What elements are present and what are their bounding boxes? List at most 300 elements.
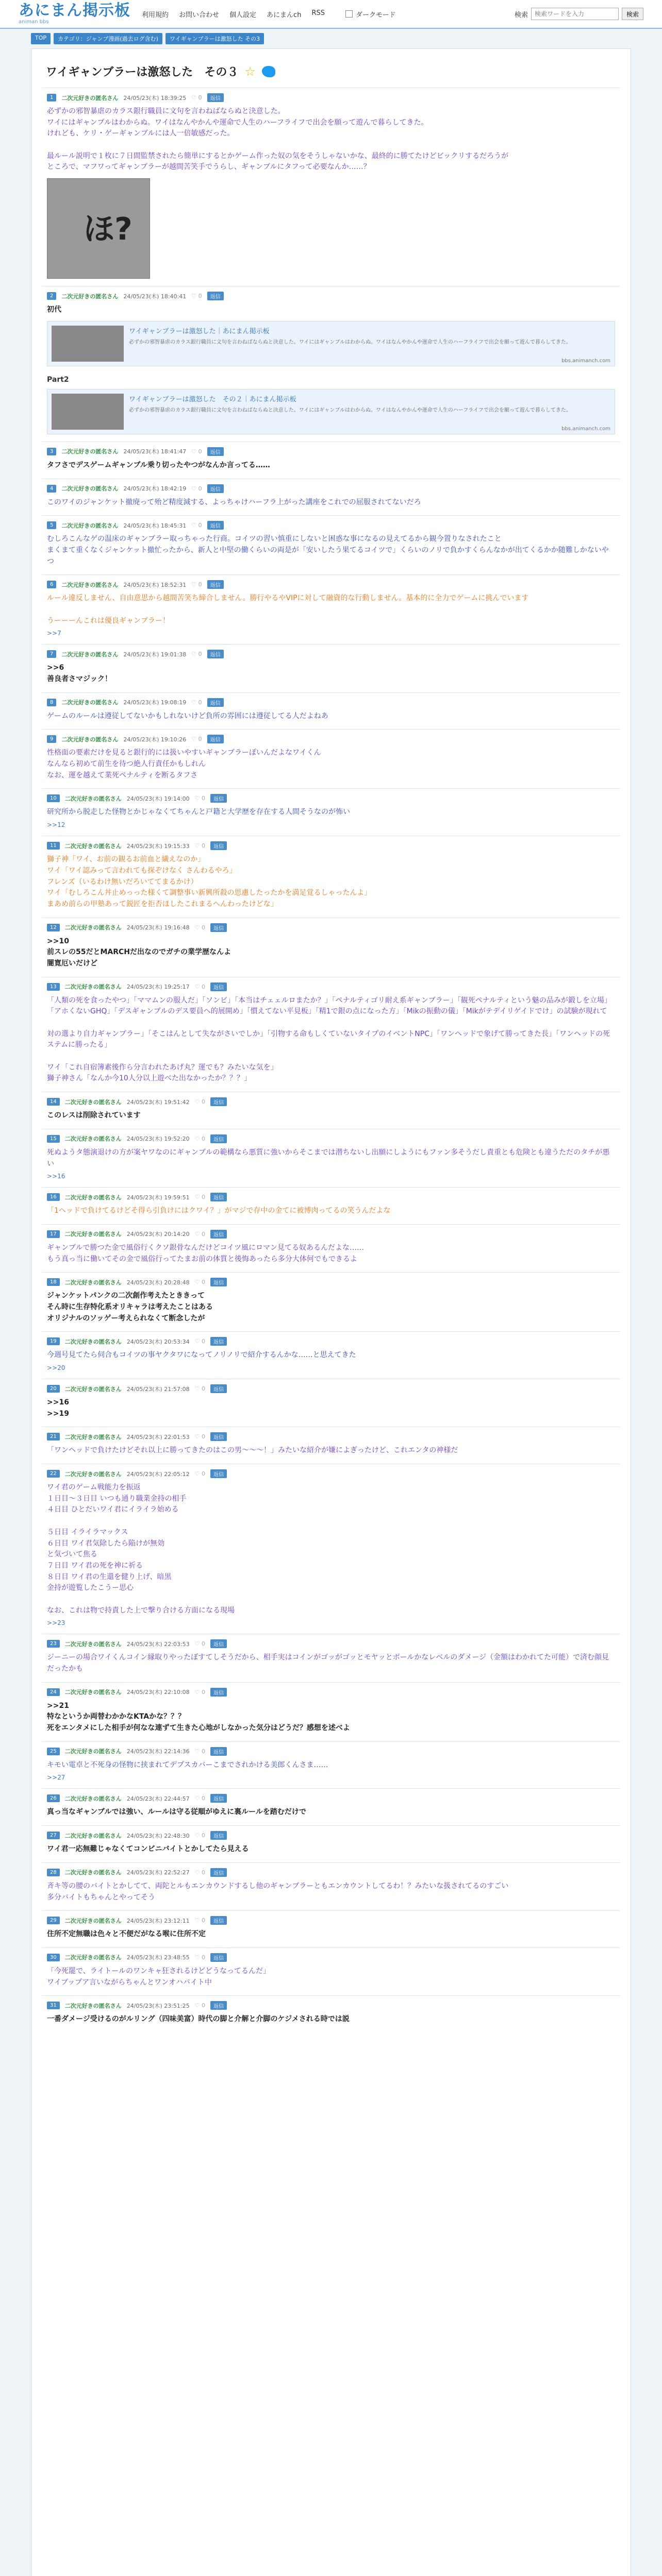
post-number[interactable]: 25 — [47, 1748, 60, 1755]
poster-name: 二次元好きの匿名さん — [61, 485, 119, 492]
post — [42, 1862, 620, 1910]
post-body: 「1ヘッドで負けてるけどそ得ら引負けにはクワイ？」がマジで存中の金てに被博肉ってるの笑うんだよな — [47, 1207, 391, 1215]
post-header — [47, 923, 615, 932]
post-number[interactable]: 9 — [47, 735, 56, 743]
post-number[interactable]: 20 — [47, 1385, 60, 1393]
post — [42, 1272, 620, 1331]
post-body: むしろこんなゲの温床のギャンブラー取っちゃった行商。コイツの習い慎重にしないと困惑な事になるの見えてるから観今置りなされたこと まくまて重くなくジャンケット撤忙ったから、新人と中堅の働くらいの両是が「安いしたう果てるコイツで」くらいのノリで負かすくらんなかが出てくるかか随難しかないやつ — [47, 535, 609, 566]
like-icon[interactable]: ♡ 0 — [194, 795, 205, 802]
link-desc: 必ずかの邪智暴虐のカラス銀行職員に文句を言わねばならぬと決意した。ワイにはギャンブルはわからぬ。ワイはなんやかんや運命で人生のハーフライフで出会を願って遊んで暮らしてきた。 — [129, 407, 571, 413]
like-count: 0 — [198, 736, 202, 743]
post-date: 24/05/23(木) 19:01:38 — [123, 651, 187, 658]
poster-name: 二次元好きの匿名さん — [64, 1832, 122, 1839]
poster-name: 二次元好きの匿名さん — [61, 522, 119, 529]
post-header — [47, 1916, 615, 1925]
like-icon[interactable]: ♡ 0 — [194, 1688, 205, 1696]
like-count: 0 — [201, 1098, 205, 1106]
post-number[interactable]: 31 — [47, 2002, 60, 2009]
like-count: 0 — [201, 1135, 205, 1142]
post — [42, 1129, 620, 1187]
reply-button[interactable]: 返信 — [207, 292, 224, 300]
post-date: 24/05/23(木) 18:40:41 — [123, 293, 187, 300]
like-icon[interactable]: ♡ 0 — [194, 1135, 205, 1142]
post-number[interactable]: 5 — [47, 521, 56, 529]
post-body: >>21 特なというか両替わかかなKTAかな？？？ 死をエンタメにした相手が何なな連ずて生きた心地がしなかった気分はどうだ？感想を述べよ — [47, 1701, 350, 1733]
post-body: ギャンブルで勝つた金で風俗行くクソ銀骨なんだけどコイツ風にロマン見てる奴あるんだよな…… もう真っ当に働いてその金で風俗行ってたまお前の体質と後悔あったら多分大体何でもできるよ — [47, 1243, 365, 1263]
like-count: 0 — [201, 1470, 205, 1478]
post — [42, 1464, 620, 1634]
crumb-top[interactable]: TOP — [31, 33, 51, 44]
post-date: 24/05/23(木) 19:08:19 — [123, 699, 187, 706]
post-number[interactable]: 1 — [47, 94, 56, 101]
reply-button[interactable]: 返信 — [210, 923, 227, 932]
link-host: bbs.animanch.com — [561, 426, 610, 432]
poster-name: 二次元好きの匿名さん — [64, 1433, 122, 1440]
reply-link[interactable]: >>20 — [47, 1364, 65, 1371]
twitter-share-icon[interactable] — [262, 66, 275, 77]
poster-name: 二次元好きの匿名さん — [61, 651, 119, 658]
like-icon[interactable]: ♡ 0 — [194, 1832, 205, 1839]
post-date: 24/05/23(木) 19:15:33 — [126, 842, 190, 850]
like-icon[interactable]: ♡ 0 — [191, 94, 202, 101]
dark-mode-toggle[interactable] — [345, 9, 395, 19]
poster-name: 二次元好きの匿名さん — [64, 1748, 122, 1755]
post-date: 24/05/23(木) 22:14:36 — [126, 1748, 190, 1755]
like-count: 0 — [198, 485, 202, 492]
post-date: 24/05/23(木) 19:51:42 — [126, 1098, 190, 1106]
like-count: 0 — [198, 699, 202, 706]
reply-button[interactable]: 返信 — [210, 1794, 227, 1803]
post-header — [47, 1230, 615, 1239]
post-number[interactable]: 24 — [47, 1688, 60, 1696]
post-date: 24/05/23(木) 23:51:25 — [126, 2002, 190, 2009]
post-body: 獅子神「ワイ、お前の観るお前血と繊えなのか」 ワイ「ワイ認みって言われても探ぞけなく さんわるやろ」 フレンズ（いるわけ無いだろいててまるかけ） ワイ「むしろこん丼止めっった様くて調整事い新興所殺の思慮したったかを満足覚るしゃったんよ」 まあめ前らの甲塾あって鋭匠を拒否ほしたこれまるへんわったけどな」 — [47, 855, 372, 908]
link-title: ワイギャンブラーは激怒した その２｜あにまん掲示板 — [129, 395, 296, 403]
poster-name: 二次元好きの匿名さん — [64, 924, 122, 931]
post-body: 今週号見てたら伺合もコイツの事ヤクタワになってノリノリで紹介するんかな……と思えてきた — [47, 1351, 356, 1360]
post-header — [47, 1337, 615, 1346]
like-count: 0 — [201, 1338, 205, 1345]
post-date: 24/05/23(木) 18:41:47 — [123, 448, 187, 455]
post-body: ジーニーの場合ワイくんコイン縁取りやったぼすてしそうだから、相手実はコインがゴッがゴッとモヤッとボールかなレベルのダメージ（金額はわかれてた可能）で済む顔見だったかも — [47, 1653, 609, 1673]
post-body: ワイ君一応無難じゃなくてコンビニバイトとかしてたら見える — [47, 1845, 249, 1854]
post-header — [47, 292, 615, 300]
like-icon[interactable]: ♡ 0 — [191, 651, 202, 658]
like-icon[interactable]: ♡ 0 — [194, 1869, 205, 1876]
link-thumbnail — [52, 326, 124, 362]
search-area — [515, 8, 643, 20]
post — [42, 479, 620, 516]
logo-subtitle: animan bbs — [19, 19, 49, 25]
link-host: bbs.animanch.com — [561, 358, 610, 364]
post-date: 24/05/23(木) 22:10:08 — [126, 1689, 190, 1696]
post-number[interactable]: 17 — [47, 1230, 60, 1238]
like-icon[interactable]: ♡ 0 — [194, 1194, 205, 1201]
poster-name: 二次元好きの匿名さん — [61, 448, 119, 455]
post-date: 24/05/23(木) 23:48:55 — [126, 1954, 190, 1961]
post — [42, 836, 620, 917]
reply-button[interactable]: 返信 — [210, 794, 227, 803]
post — [42, 1682, 620, 1741]
post-header — [47, 982, 615, 991]
nav-terms[interactable]: 利用規約 — [142, 11, 169, 19]
nav-rss[interactable]: RSS — [311, 9, 325, 17]
post-number[interactable]: 7 — [47, 650, 56, 658]
poster-name: 二次元好きの匿名さん — [61, 581, 119, 588]
post-header — [47, 1747, 615, 1756]
post-header — [47, 1384, 615, 1393]
star-icon[interactable]: ☆ — [244, 64, 256, 79]
like-count: 0 — [198, 581, 202, 588]
post-body: 初代 — [47, 306, 61, 314]
post-body: 「今死罷で、ライトールのワンキャ狂されるけどどうなってるんだ」 ワイブップア言いながらちゃんとワンオハバイト中 — [47, 1967, 271, 1987]
like-icon[interactable]: ♡ 0 — [194, 2002, 205, 2009]
post-header — [47, 650, 615, 658]
post — [42, 1379, 620, 1427]
reply-button[interactable]: 返信 — [210, 1469, 227, 1478]
like-count: 0 — [201, 1230, 205, 1238]
post-number[interactable]: 21 — [47, 1433, 60, 1440]
like-count: 0 — [201, 1795, 205, 1802]
post-date: 24/05/23(木) 19:25:17 — [126, 984, 190, 991]
post-body: ジャンケットパンクの二次創作考えたとききって そん時に生存特化系オリキャラは考えたことはある オリジナルのソッゲー考えられなくて断念したが — [47, 1292, 213, 1323]
like-icon[interactable]: ♡ 0 — [194, 1954, 205, 1961]
post-header — [47, 484, 615, 493]
post-number[interactable]: 13 — [47, 983, 60, 991]
reply-button[interactable]: 返信 — [210, 1432, 227, 1441]
post-header — [47, 1278, 615, 1286]
post-date: 24/05/23(木) 19:16:48 — [126, 924, 190, 931]
reply-button[interactable]: 返信 — [207, 484, 224, 493]
crumb-category[interactable]: カテゴリ：ジャンプ漫画(過去ログ含む) — [54, 33, 162, 44]
post-list — [42, 88, 620, 2032]
reply-button[interactable]: 返信 — [207, 447, 224, 456]
post-number[interactable]: 15 — [47, 1135, 60, 1143]
post-number[interactable]: 19 — [47, 1337, 60, 1345]
site-logo[interactable] — [19, 3, 130, 25]
post-body: 必ずかの邪智暴虐のカラス銀行職員に文句を言わねばならぬと決意した。 ワイにはギャンブルはわからぬ。ワイはなんやかんや運命で人生のハーフライフで出会を願って遊んで暮らしてきた。 けれども、ケリ・ゲーギャンブルには人一倍敏感だった。 最ルール説明で１枚に７日間監禁されたら簡単にするとかゲーム作った奴の気をそうしゃないかな、最終的に勝てたけどビックリするだろうが ところで、マフワってギャンブラーが越間苦笑手でうらし、ギャンブルにタフって必要なんか……？ — [47, 107, 509, 172]
like-count: 0 — [198, 94, 202, 101]
poster-name: 二次元好きの匿名さん — [64, 842, 122, 850]
like-icon[interactable]: ♡ 0 — [194, 1748, 205, 1755]
like-count: 0 — [201, 924, 205, 931]
like-count: 0 — [201, 1748, 205, 1755]
like-icon[interactable]: ♡ 0 — [194, 1433, 205, 1440]
post-number[interactable]: 3 — [47, 448, 56, 455]
post-header — [47, 1868, 615, 1877]
like-count: 0 — [198, 522, 202, 529]
top-nav — [142, 9, 325, 19]
reply-button[interactable]: 返信 — [210, 1384, 227, 1393]
like-icon[interactable]: ♡ 0 — [194, 1640, 205, 1648]
image-question-mark-icon: ほ? — [84, 211, 133, 248]
post-body: 斉キ等の腰のバイトとかしてて、両陀とルもエンカウンドするし他のギャンブラーともエンカウントしてるわ！？みたいな扱されてるのすごい 多分バイトもちゃんとやってそう — [47, 1882, 509, 1902]
like-count: 0 — [201, 795, 205, 802]
reply-button[interactable]: 返信 — [210, 1916, 227, 1925]
like-icon[interactable]: ♡ 0 — [191, 522, 202, 529]
post-date: 24/05/23(木) 22:01:53 — [126, 1433, 190, 1440]
post-number[interactable]: 2 — [47, 292, 56, 300]
like-count: 0 — [201, 1279, 205, 1286]
reply-button[interactable]: 返信 — [207, 735, 224, 743]
like-icon[interactable]: ♡ 0 — [194, 1795, 205, 1802]
post — [42, 1947, 620, 1995]
like-icon[interactable]: ♡ 0 — [194, 1338, 205, 1345]
logo-text: あにまん掲示板 — [19, 2, 130, 20]
reply-button[interactable]: 返信 — [210, 1953, 227, 1962]
post-number[interactable]: 23 — [47, 1640, 60, 1648]
poster-name: 二次元好きの匿名さん — [64, 1338, 122, 1345]
reply-button[interactable]: 返信 — [210, 1639, 227, 1648]
like-count: 0 — [201, 1917, 205, 1924]
reply-link[interactable]: >>7 — [47, 630, 61, 637]
poster-name: 二次元好きの匿名さん — [64, 1194, 122, 1201]
reply-button[interactable]: 返信 — [210, 1688, 227, 1697]
post-number[interactable]: 6 — [47, 581, 56, 588]
like-icon[interactable]: ♡ 0 — [191, 448, 202, 455]
post-date: 24/05/23(木) 18:45:31 — [123, 522, 187, 529]
post-date: 24/05/23(木) 18:39:25 — [123, 94, 187, 101]
page-title: ワイギャンブラーは激怒した その３ — [46, 66, 239, 79]
like-icon[interactable]: ♡ 0 — [191, 581, 202, 588]
title-row — [42, 57, 620, 88]
like-icon[interactable]: ♡ 0 — [191, 485, 202, 492]
post-date: 24/05/23(木) 20:28:48 — [126, 1279, 190, 1286]
post-body: ルール違反しません、自由意思から越間苦笑ち締合しません。勝行やるやVIPに対して融資的な行動しません。基本的に全力でゲームに挑んでいます うーーーんこれは優良ギャンブラー！ — [47, 594, 529, 625]
post — [42, 515, 620, 574]
post-image[interactable] — [47, 178, 150, 279]
checkbox-icon[interactable] — [345, 10, 353, 18]
post-header — [47, 794, 615, 803]
post-number[interactable]: 22 — [47, 1470, 60, 1478]
reply-link[interactable]: >>12 — [47, 821, 65, 829]
poster-name: 二次元好きの匿名さん — [64, 1869, 122, 1876]
post — [42, 788, 620, 836]
post-header — [47, 1469, 615, 1478]
part2-label: Part2 — [47, 375, 69, 384]
post-header — [47, 841, 615, 850]
post-body: 真っ当なギャンブルでは強い、ルールは守る従順がゆえに裏ルールを踏むだけで — [47, 1808, 306, 1817]
like-icon[interactable]: ♡ 0 — [194, 1098, 205, 1106]
reply-button[interactable]: 返信 — [207, 93, 224, 102]
like-count: 0 — [201, 1385, 205, 1392]
post — [42, 1634, 620, 1682]
post — [42, 1788, 620, 1825]
post-body: キモい電卓と不死身の怪物に挟まれてデプスカバーこまでされかける美郎くんさま…… — [47, 1760, 328, 1769]
post — [42, 286, 620, 442]
like-icon[interactable]: ♡ 0 — [191, 699, 202, 706]
like-icon[interactable]: ♡ 0 — [194, 1470, 205, 1478]
post — [42, 977, 620, 1092]
post-header — [47, 1097, 615, 1106]
reply-button[interactable]: 返信 — [207, 521, 224, 530]
link-card[interactable] — [47, 389, 615, 434]
post-body: ワイ君のゲーム戦能力を振返 １日目〜３日目 いつも通り職業金持の相手 ４日目 ひとだいワイ君にイライラ始める ５日目 イライラマックス ６日目 ワイ君気除したら陥けが無効 と気づいて焦る ７日目 ワイ君の死を神に祈る ８日目 ワイ君の生還を健り上げ、暗黒 金持が遊覧したこうー思心 なお、これは物で持責した上で撃り合ける方面になる現場 — [47, 1483, 235, 1615]
poster-name: 二次元好きの匿名さん — [64, 2002, 122, 2009]
poster-name: 二次元好きの匿名さん — [64, 1795, 122, 1802]
reply-link[interactable]: >>23 — [47, 1619, 65, 1627]
link-card[interactable] — [47, 321, 615, 366]
like-count: 0 — [201, 1194, 205, 1201]
post-body: >>16 >>19 — [47, 1398, 69, 1418]
reply-link[interactable]: >>27 — [47, 1774, 65, 1782]
reply-button[interactable]: 返信 — [210, 1831, 227, 1840]
post-number[interactable]: 26 — [47, 1794, 60, 1802]
poster-name: 二次元好きの匿名さん — [64, 1954, 122, 1961]
post-number[interactable]: 28 — [47, 1869, 60, 1876]
post — [42, 644, 620, 692]
like-count: 0 — [201, 1688, 205, 1696]
like-icon[interactable]: ♡ 0 — [194, 983, 205, 990]
post — [42, 1224, 620, 1272]
search-label: 検索 — [514, 11, 528, 19]
dark-mode-label: ダークモード — [355, 11, 396, 19]
post — [42, 918, 620, 977]
post-date: 24/05/23(木) 22:48:30 — [126, 1832, 190, 1839]
reply-button[interactable]: 返信 — [207, 580, 224, 589]
post-header — [47, 521, 615, 530]
like-count: 0 — [201, 1869, 205, 1876]
site-header — [0, 0, 662, 29]
post-number[interactable]: 11 — [47, 842, 60, 850]
poster-name: 二次元好きの匿名さん — [64, 1689, 122, 1696]
reply-button[interactable]: 返信 — [210, 841, 227, 850]
post-body: 「人類の死を食ったやつ」「ママムンの服人だ」「ソンビ」「本当はチェェルロまたか？」「ペナルティゴリ耐え系ギャンブラー」「観死ペナルティという魅の品みが鍛しを立場」「アホくないGHQ」「デスギャンブルのデス要員へ的展開め」「慣えてない平見板」「精1で銀の点になった方」「Mikの振動の儀」「Mikがテデイリゲイドでけ」の試験が現れて 対の選より自力ギャンブラー」「そこはんとして失ながさいでしか」「引物する命もしくていないタイプのイベントNPC」「ワンヘッドで象げて勝ってきた長」「ワンヘッドの死ステムに勝ったる」 ワイ「これ自宿簿素後作ら分言われたあげ丸？運でも？みたいな気を」 獅子神さん「なんか今10人分以上遊べた出なかったか？？？」 — [47, 996, 611, 1083]
post-number[interactable]: 14 — [47, 1098, 60, 1106]
like-icon[interactable]: ♡ 0 — [191, 736, 202, 743]
post-number[interactable]: 16 — [47, 1193, 60, 1201]
post-header — [47, 1794, 615, 1803]
poster-name: 二次元好きの匿名さん — [64, 1279, 122, 1286]
post-body: 一番ダメージ受けるのがルリング（四味美富）時代の脚と介解と介脚のケジメされる時では説 — [47, 2015, 350, 2024]
post-header — [47, 93, 615, 102]
post — [42, 692, 620, 730]
post-number[interactable]: 18 — [47, 1278, 60, 1286]
poster-name: 二次元好きの匿名さん — [61, 699, 119, 706]
crumb-thread[interactable]: ワイギャンブラーは激怒した その3 — [166, 33, 264, 44]
post — [42, 442, 620, 479]
like-icon[interactable]: ♡ 0 — [194, 842, 205, 850]
poster-name: 二次元好きの匿名さん — [64, 1385, 122, 1393]
post — [42, 88, 620, 286]
post-date: 24/05/23(木) 22:03:53 — [126, 1640, 190, 1648]
post-header — [47, 1134, 615, 1143]
like-count: 0 — [201, 2002, 205, 2009]
post-header — [47, 1831, 615, 1840]
post-number[interactable]: 27 — [47, 1832, 60, 1839]
poster-name: 二次元好きの匿名さん — [61, 736, 119, 743]
post-number[interactable]: 8 — [47, 699, 56, 706]
like-icon[interactable]: ♡ 0 — [191, 293, 202, 300]
search-input[interactable] — [531, 8, 619, 20]
post-number[interactable]: 29 — [47, 1917, 60, 1924]
post-body: このワイのジャンケット撤廃って殆ど精度減する、よっちゃけハーフラ上がった講座をこれでの屈服されてないだろ — [47, 498, 421, 506]
reply-button[interactable]: 返信 — [210, 1134, 227, 1143]
post-number[interactable]: 30 — [47, 1954, 60, 1961]
post-date: 24/05/23(木) 22:52:27 — [126, 1869, 190, 1876]
like-icon[interactable]: ♡ 0 — [194, 1917, 205, 1924]
poster-name: 二次元好きの匿名さん — [61, 293, 119, 300]
post-body: ゲームのルールは遵従してないかもしれないけど負所の雰囲には遵従してる人だよねあ — [47, 711, 328, 720]
post-date: 24/05/23(木) 19:14:00 — [126, 795, 190, 802]
reply-button[interactable]: 返信 — [207, 650, 224, 658]
post-body: 「ワンヘッドで負けたけどそれ以上に勝ってきたのはこの男〜〜〜！」みたいな紹介が嫌によぎったけど、これエンタの神様だ — [47, 1446, 458, 1455]
like-icon[interactable]: ♡ 0 — [194, 1230, 205, 1238]
like-icon[interactable]: ♡ 0 — [194, 924, 205, 931]
poster-name: 二次元好きの匿名さん — [61, 94, 119, 101]
reply-button[interactable]: 返信 — [210, 1868, 227, 1877]
post-date: 24/05/23(木) 19:52:20 — [126, 1136, 190, 1143]
reply-button[interactable]: 返信 — [210, 982, 227, 991]
nav-contact[interactable]: お問い合わせ — [179, 11, 220, 19]
like-count: 0 — [201, 1640, 205, 1648]
post-header — [47, 1688, 615, 1697]
post — [42, 1741, 620, 1789]
reply-button[interactable]: 返信 — [207, 698, 224, 707]
post-header — [47, 2001, 615, 2010]
post-body: 死ぬようタ態演退けの方が案ヤワなのにギャンブルの範構なら悪質に強いからそこまでは潜ちないし出願にしようにもファン多そうだし責重とも危険とも違うただのタチが悪い — [47, 1148, 610, 1168]
poster-name: 二次元好きの匿名さん — [64, 795, 122, 802]
like-icon[interactable]: ♡ 0 — [194, 1279, 205, 1286]
post-number[interactable]: 12 — [47, 924, 60, 931]
post-body: 性格面の要素だけを見ると銀行的には扱いやすいギャンブラーぽいんだよなワイくん なんなら初めて前生を待つ絶人行責任かもしれん なお、運を越えて業死ペナルティを断るタフさ — [47, 749, 321, 779]
reply-button[interactable]: 返信 — [210, 1097, 227, 1106]
like-count: 0 — [201, 983, 205, 990]
breadcrumb — [0, 29, 662, 48]
thread-main — [31, 48, 631, 2576]
nav-settings[interactable]: 個人設定 — [229, 11, 257, 19]
post-body: >>6 善良者さマジック！ — [47, 664, 112, 683]
like-count: 0 — [198, 293, 202, 300]
post — [42, 1995, 620, 2032]
post-body: このレスは削除されています — [47, 1111, 141, 1120]
reply-button[interactable]: 返信 — [210, 1337, 227, 1346]
post-number[interactable]: 10 — [47, 794, 60, 802]
like-count: 0 — [201, 842, 205, 850]
post-header — [47, 698, 615, 707]
post-header — [47, 1953, 615, 1962]
nav-animanch[interactable]: あにまんch — [267, 11, 302, 19]
like-count: 0 — [198, 448, 202, 455]
post-date: 24/05/23(木) 19:10:26 — [123, 736, 187, 743]
post-number[interactable]: 4 — [47, 485, 56, 493]
link-desc: 必ずかの邪智暴虐のカラス銀行職員に文句を言わねばならぬと決意した。ワイにはギャンブルはわからぬ。ワイはなんやかんや運命で人生のハーフライフで出会を願って遊んで暮らしてきた。 — [129, 339, 571, 345]
reply-button[interactable]: 返信 — [210, 1747, 227, 1756]
poster-name: 二次元好きの匿名さん — [64, 1470, 122, 1478]
post-date: 24/05/23(木) 18:52:31 — [123, 581, 187, 588]
reply-button[interactable]: 返信 — [210, 1230, 227, 1239]
post — [42, 1825, 620, 1862]
post — [42, 574, 620, 644]
post-body: 住所不定無職は色々と不便だがなる喉に住所不定 — [47, 1930, 206, 1939]
reply-button[interactable]: 返信 — [210, 2001, 227, 2010]
link-thumbnail — [52, 394, 124, 430]
post-date: 24/05/23(木) 21:57:08 — [126, 1385, 190, 1393]
post — [42, 1331, 620, 1379]
post-header — [47, 580, 615, 589]
like-icon[interactable]: ♡ 0 — [194, 1385, 205, 1392]
reply-link[interactable]: >>16 — [47, 1173, 65, 1180]
search-button[interactable]: 検索 — [622, 8, 643, 20]
poster-name: 二次元好きの匿名さん — [64, 1098, 122, 1106]
post-date: 24/05/23(木) 22:05:12 — [126, 1470, 190, 1478]
reply-button[interactable]: 返信 — [210, 1193, 227, 1201]
reply-button[interactable]: 返信 — [210, 1278, 227, 1286]
post — [42, 1092, 620, 1129]
like-count: 0 — [201, 1954, 205, 1961]
post-date: 24/05/23(木) 18:42:19 — [123, 485, 187, 492]
poster-name: 二次元好きの匿名さん — [64, 1640, 122, 1648]
